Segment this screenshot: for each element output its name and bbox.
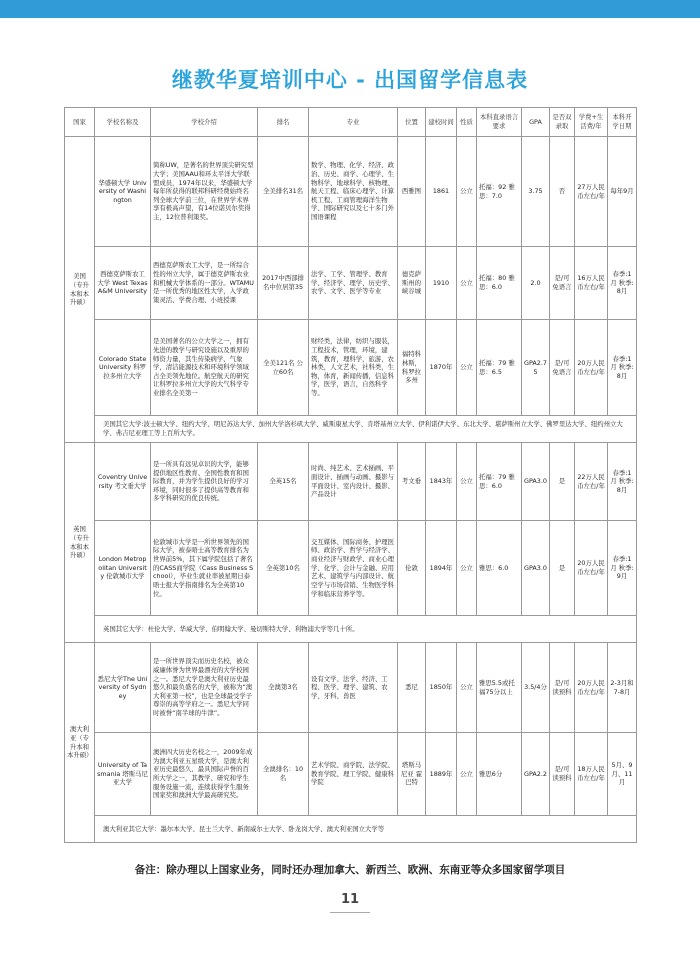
school-intro: 西德克萨斯农工大学，是一所综合性的州立大学，属于德克萨斯农业和机械大学体系的一部分。WTAMU是一所优秀的地区性大学，入学政策灵活、学费合理、小班授课: [151, 247, 258, 320]
school-intro: 是一所世界顶尖而历史名校，被众威廉体誉为世界最漂亮的大学校园之一。悉尼大学是澳大利亚历史最悠久和最负盛名的大学，被称为“澳大利亚第一校”，也是全球最受学子尊崇的高等学府之一。悉尼大学同时被誉“南半球的牛津”。: [151, 643, 258, 733]
school-dual: 是/可免语言: [550, 320, 575, 416]
table-row: [65, 416, 637, 443]
header-school-name: 学校名称及: [95, 108, 151, 137]
school-language: 托福：79 雅思：6.5: [477, 320, 522, 416]
school-gpa: 3.5/4分: [522, 643, 550, 733]
table-row: [65, 521, 637, 616]
school-dual: 是/可读预科: [550, 643, 575, 733]
school-dual: 是: [550, 521, 575, 616]
top-color-bar: [0, 0, 700, 18]
header-major: 专业: [309, 108, 398, 137]
table-row: [65, 733, 637, 816]
school-intro: 简称UW，是著名的世界顶尖研究型大学；美国AAU和环太平洋大学联盟成员，1974年以来，华盛顿大学每年所获得的联邦科研经费始终名列全球大学前三位，在世界学术界享有极高声望，有14位诺贝尔奖得主，12位普利策奖。: [151, 137, 258, 247]
country-cell: 美国（专升本和本升硕）: [65, 137, 95, 443]
school-nature: 公立: [457, 137, 477, 247]
table-row: [65, 616, 637, 643]
school-dual: 是: [550, 443, 575, 521]
study-abroad-table: [64, 107, 637, 843]
school-name: Colorado State University 科罗拉多州立大学: [95, 320, 151, 416]
school-gpa: GPA2.2: [522, 733, 550, 816]
school-rank: 全美排名31名: [258, 137, 309, 247]
school-fee: 20万人民币左右/年: [575, 643, 608, 733]
table-row: [65, 816, 637, 843]
school-nature: 公立: [457, 443, 477, 521]
school-dual: 否: [550, 137, 575, 247]
school-start: 春季:1月 秋季:8月: [608, 443, 637, 521]
school-location: 德克萨斯州的峡谷城: [398, 247, 426, 320]
school-start: 5月、9月、11月: [608, 733, 637, 816]
school-nature: 公立: [457, 247, 477, 320]
school-founded: 1861: [426, 137, 457, 247]
school-start: 每年9月: [608, 137, 637, 247]
school-language: 雅思6分: [477, 733, 522, 816]
school-nature: 公立: [457, 521, 477, 616]
school-location: 考文垂: [398, 443, 426, 521]
header-rank: 排名: [258, 108, 309, 137]
header-fee: 学费+生活费/年: [575, 108, 608, 137]
school-language: 托福：80 雅思：6.0: [477, 247, 522, 320]
school-intro: 澳洲四大历史名校之一，2009年成为澳大利亚五星级大学，是澳大利亚历史最悠久、最具国际声誉的百所大学之一，其教学、研究和学生服务设施一流，连续获得学生服务国家奖和澳洲大学最高研究奖。: [151, 733, 258, 816]
school-fee: 18万人民币左右/年: [575, 733, 608, 816]
school-nature: 公立: [457, 320, 477, 416]
header-row: [65, 108, 637, 137]
table-row: [65, 137, 637, 247]
school-start: 春季:1月 秋季:8月: [608, 247, 637, 320]
school-dual: 是/可免语言: [550, 247, 575, 320]
header-gpa: GPA: [522, 108, 550, 137]
school-location: 塔斯马尼亚 霍巴特: [398, 733, 426, 816]
school-name: 华盛顿大学 University of Washington: [95, 137, 151, 247]
school-intro: 是一所具有远见卓识的大学，能够提供地区性教育、全国性教育和国际教育，并为学生提供良好的学习环境，同时很多了提供高等教育和多学科研究的优良传统。: [151, 443, 258, 521]
school-gpa: 3.75: [522, 137, 550, 247]
school-location: 伦敦: [398, 521, 426, 616]
school-name: 西德克萨斯农工大学 West Texas A&M University: [95, 247, 151, 320]
footer-note: 备注：除办理以上国家业务，同时还办理加拿大、新西兰、欧洲、东南亚等众多国家留学项目: [134, 864, 566, 876]
school-location: 西雅图: [398, 137, 426, 247]
school-intro: 是美国著名的公立大学之一，拥有先进的教学与研究设施以及重厚的师资力量，其生传染病学、气象学，清洁能源技术和环境科学领域占全美领先地位。航空航天的研究让科罗拉多州立大学的大气科学专业排名全美第一: [151, 320, 258, 416]
school-fee: 20万人民币左右/年: [575, 521, 608, 616]
school-fee: 27万人民币左右/年: [575, 137, 608, 247]
school-major: 时尚、纯艺术、艺术插画、平面设计、插画与动画、摄影与平面设计、室内设计、摄影、产品设计: [309, 443, 398, 521]
school-founded: 1894年: [426, 521, 457, 616]
school-name: London Metropolitan University 伦敦城市大学: [95, 521, 151, 616]
school-rank: 全澳第3名: [258, 643, 309, 733]
school-rank: 全澳排名：10名: [258, 733, 309, 816]
school-language: 托福：79 雅思：6.0: [477, 443, 522, 521]
school-gpa: GPA3.0: [522, 521, 550, 616]
header-location: 位置: [398, 108, 426, 137]
school-founded: 1870年: [426, 320, 457, 416]
school-nature: 公立: [457, 733, 477, 816]
header-intro: 学校介绍: [151, 108, 258, 137]
school-language: 托福：92 雅思：7.0: [477, 137, 522, 247]
header-country: 国家: [65, 108, 95, 137]
school-major: 财经类，法律，纺织与服装，工程技术，管理，环境，建筑，教育，理科学，旅游，农林类，人文艺术，社科类，生物，体育，新闻传播，信息科学，医学，语言，自然科学等。: [309, 320, 398, 416]
school-dual: 是/可读预科: [550, 733, 575, 816]
table-row: [65, 443, 637, 521]
school-fee: 22万人民币左右/年: [575, 443, 608, 521]
school-rank: 全英第10名: [258, 521, 309, 616]
page-title: 继教华夏培训中心 - 出国留学信息表: [171, 68, 529, 92]
school-gpa: 2.0: [522, 247, 550, 320]
school-major: 交互媒体、国际商务、护理医师、政治学、哲学与经济学、商业经济与财政学、商业心理学、化学、会计与金融、应用艺术、建筑学与内部设计、航空学与市场营销、生物医学科学和临床营养学等。: [309, 521, 398, 616]
school-start: 春季:1月 秋季:8月: [608, 320, 637, 416]
other-universities: 英国其它大学：杜伦大学、华威大学、伯明翰大学、曼切斯特大学、利物浦大学等几十所。: [95, 616, 637, 643]
school-start: 春季:1月 秋季:9月: [608, 521, 637, 616]
page-number-divider: [330, 912, 370, 913]
school-gpa: GPA2.75: [522, 320, 550, 416]
school-name: 悉尼大学The University of Sydney: [95, 643, 151, 733]
school-location: 悉尼: [398, 643, 426, 733]
school-fee: 16万人民币左右/年: [575, 247, 608, 320]
school-founded: 1910: [426, 247, 457, 320]
country-cell: 澳大利亚（专升本和本升硕）: [65, 643, 95, 843]
school-start: 2-3月和7-8月: [608, 643, 637, 733]
table-row: [65, 247, 637, 320]
school-fee: 20万人民币左右/年: [575, 320, 608, 416]
school-location: 福特科林斯，科罗拉多州: [398, 320, 426, 416]
header-nature: 性质: [457, 108, 477, 137]
table-row: [65, 320, 637, 416]
school-major: 艺术学院、商学院、法学院、教育学院、理工学院、健康科学院: [309, 733, 398, 816]
school-language: 雅思：6.0: [477, 521, 522, 616]
school-name: Coventry University 考文垂大学: [95, 443, 151, 521]
school-gpa: GPA3.0: [522, 443, 550, 521]
school-rank: 全英15名: [258, 443, 309, 521]
school-intro: 伦敦城市大学是一所世界领先的国际大学，被泰晤士高等教育排名为世界前5%，其下属学院包括了著名的CASS商学院（Cass Business School），毕业生就业率被星期日泰晤士报大学指南排名为全英第10位。: [151, 521, 258, 616]
school-name: University of Tasmania 塔斯马尼亚大学: [95, 733, 151, 816]
table-row: [65, 643, 637, 733]
header-dual: 是否双录取: [550, 108, 575, 137]
header-founded: 建校时间: [426, 108, 457, 137]
school-major: 法学、工学、管理学、教育学、经济学、理学、历史学、农学、文学、医学等专业: [309, 247, 398, 320]
other-universities: 美国其它大学:波士顿大学、纽约大学、明尼苏达大学、加州大学洛杉矶大学、威斯康星大学、肯塔基州立大学、伊利诺伊大学、东北大学、堪萨斯州立大学、佛罗里达大学、纽约州立大学、弗吉尼亚理工等上百所大学。: [95, 416, 637, 443]
school-major: 设有文学、法学、经济、工程、医学、理学、建筑、农学、牙科、兽医: [309, 643, 398, 733]
page-number: 11: [340, 892, 360, 907]
country-cell: 英国（专升本和本升硕）: [65, 443, 95, 643]
school-founded: 1889年: [426, 733, 457, 816]
header-language: 本科直录语言要求: [477, 108, 522, 137]
school-major: 数学、物理、化学、经济、政治、历史、商学、心理学、生物科学、地球科学、核物理、航天工程、临床心理学、计算机工程、工商管理海洋生物学、国际研究以及七十多门外国语课程: [309, 137, 398, 247]
school-founded: 1850年: [426, 643, 457, 733]
other-universities: 澳大利亚其它大学：墨尔本大学、昆士兰大学、新南威尔士大学、卧龙岗大学、澳大利亚国立大学等: [95, 816, 637, 843]
school-rank: 2017中西部排名中位居第35: [258, 247, 309, 320]
header-start: 本科开学日期: [608, 108, 637, 137]
school-language: 雅思5.5或托福75分以上: [477, 643, 522, 733]
school-rank: 全美121名 公立60名: [258, 320, 309, 416]
school-nature: 公立: [457, 643, 477, 733]
school-founded: 1843年: [426, 443, 457, 521]
